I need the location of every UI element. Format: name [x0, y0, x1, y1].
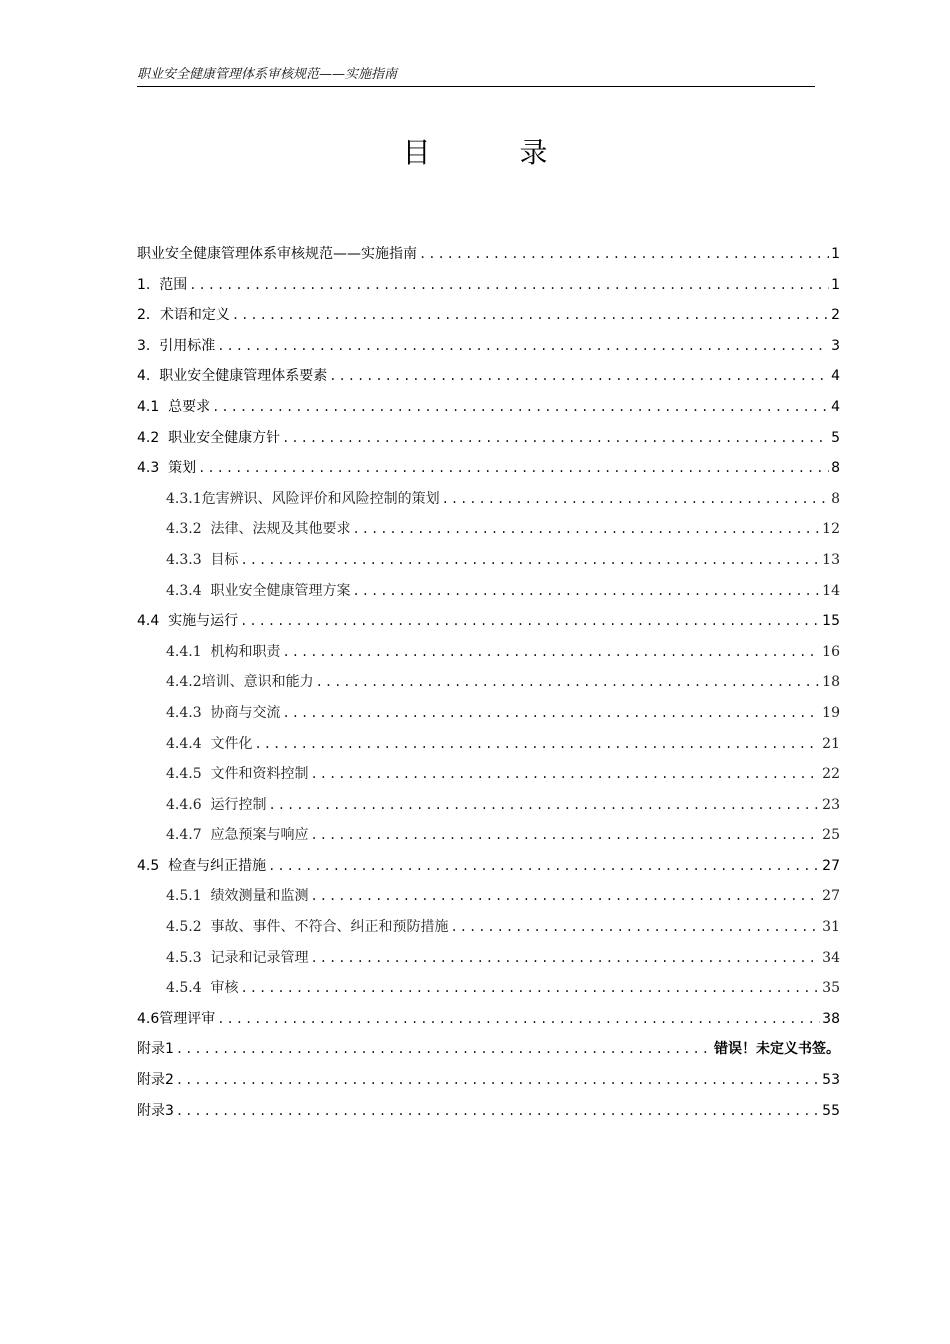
toc-dot-leader [176, 1099, 820, 1123]
toc-dot-leader [189, 273, 829, 297]
toc-entry[interactable] [137, 548, 840, 579]
running-header [137, 66, 815, 87]
toc-entry[interactable] [137, 946, 840, 977]
toc-dot-leader [255, 732, 821, 756]
toc-entry-page: 27 [822, 888, 840, 905]
toc-entry-page: 22 [822, 766, 840, 783]
toc-dot-leader [353, 579, 821, 603]
toc-entry[interactable] [137, 487, 840, 518]
toc-dot-leader [311, 823, 821, 847]
toc-entry[interactable] [137, 395, 840, 426]
toc-entry-label: 2．术语和定义 [137, 307, 230, 324]
toc-entry[interactable] [137, 1007, 840, 1038]
toc-dot-leader [316, 670, 821, 694]
toc-entry-label: 4.3.4 职业安全健康管理方案 [166, 582, 351, 599]
toc-entry-label: 4.1 总要求 [137, 398, 211, 415]
toc-dot-leader [176, 1037, 712, 1061]
toc-dot-leader [268, 854, 820, 878]
toc-entry-label: 3. 引用标准 [137, 337, 216, 354]
toc-entry-page: 13 [822, 551, 840, 568]
toc-entry-page: 2 [831, 307, 840, 324]
toc-dot-leader [241, 548, 821, 572]
toc-entry-page: 16 [822, 643, 840, 660]
toc-dot-leader [269, 793, 821, 817]
toc-dot-leader [176, 1068, 820, 1092]
toc-dot-leader [198, 456, 829, 480]
toc-dot-leader [311, 884, 821, 908]
toc-entry-label: 1. 范围 [137, 276, 188, 293]
toc-entry[interactable] [137, 823, 840, 854]
toc-entry-page: 21 [822, 735, 840, 752]
toc-entry-page: 31 [822, 919, 840, 936]
toc-dot-leader [311, 762, 821, 786]
toc-dot-leader [232, 303, 829, 327]
toc-entry-label: 4.5.3 记录和记录管理 [166, 949, 309, 966]
toc-entry-label: 4.5.2 事故、事件、不符合、纠正和预防措施 [166, 919, 449, 936]
toc-entry[interactable] [137, 242, 840, 273]
toc-entry-label: 4.3.3 目标 [166, 551, 239, 568]
toc-dot-leader [212, 395, 829, 419]
toc-entry-page: 53 [822, 1072, 840, 1089]
toc-entry-label: 4.4.4 文件化 [166, 735, 253, 752]
toc-entry[interactable] [137, 609, 840, 640]
toc-dot-leader [353, 517, 821, 541]
toc-entry-page: 18 [822, 674, 840, 691]
toc-dot-leader [241, 976, 821, 1000]
toc-entry-label: 附录3 [137, 1102, 174, 1119]
toc-entry-label: 4.4.1 机构和职责 [166, 643, 281, 660]
toc-entry-page: 4 [831, 368, 840, 385]
toc-entry[interactable] [137, 701, 840, 732]
toc-entry-page-error: 错误！未定义书签。 [714, 1041, 840, 1058]
toc-entry-label: 附录1 [137, 1041, 174, 1058]
toc-entry-page: 1 [831, 246, 840, 262]
toc-dot-leader [217, 1007, 820, 1031]
toc-entry[interactable] [137, 273, 840, 304]
toc-entry-page: 8 [831, 490, 840, 507]
toc-entry[interactable] [137, 426, 840, 457]
toc-entry-page: 3 [831, 337, 840, 354]
toc-entry[interactable] [137, 854, 840, 885]
toc-dot-leader [442, 487, 829, 511]
toc-dot-leader [311, 946, 821, 970]
toc-entry-label: 4.5.1 绩效测量和监测 [166, 888, 309, 905]
table-of-contents [137, 242, 840, 1129]
toc-dot-leader [283, 640, 821, 664]
toc-entry-page: 19 [822, 704, 840, 721]
toc-entry-page: 14 [822, 582, 840, 599]
toc-entry-label: 4.5 检查与纠正措施 [137, 857, 267, 874]
toc-entry-page: 55 [822, 1102, 840, 1119]
toc-entry[interactable] [137, 793, 840, 824]
toc-entry[interactable] [137, 517, 840, 548]
toc-entry-label: 4. 职业安全健康管理体系要素 [137, 368, 328, 385]
toc-entry-label: 4.4.6 运行控制 [166, 796, 267, 813]
toc-entry-label: 4.5.4 审核 [166, 980, 239, 997]
toc-entry[interactable] [137, 1037, 840, 1068]
toc-entry[interactable] [137, 1068, 840, 1099]
toc-dot-leader [419, 242, 829, 266]
toc-entry-label: 附录2 [137, 1072, 174, 1089]
toc-entry[interactable] [137, 456, 840, 487]
toc-entry-page: 4 [831, 398, 840, 415]
toc-dot-leader [451, 915, 821, 939]
toc-dot-leader [329, 364, 829, 388]
toc-entry[interactable] [137, 884, 840, 915]
running-header-text: 职业安全健康管理体系审核规范——实施指南 [137, 67, 398, 82]
toc-entry[interactable] [137, 732, 840, 763]
toc-entry-label: 4.3.2 法律、法规及其他要求 [166, 521, 351, 538]
toc-entry-page: 35 [822, 980, 840, 997]
toc-entry-page: 23 [822, 796, 840, 813]
toc-entry-page: 15 [822, 613, 840, 630]
toc-entry-page: 1 [831, 276, 840, 293]
toc-entry-label: 4.4.7 应急预案与响应 [166, 827, 309, 844]
toc-dot-leader [283, 701, 821, 725]
toc-entry[interactable] [137, 364, 840, 395]
toc-entry-label: 4.4 实施与运行 [137, 613, 239, 630]
toc-entry[interactable] [137, 640, 840, 671]
toc-entry[interactable] [137, 303, 840, 334]
toc-dot-leader [282, 426, 829, 450]
toc-entry-label: 4.4.5 文件和资料控制 [166, 766, 309, 783]
toc-entry[interactable] [137, 915, 840, 946]
toc-entry[interactable] [137, 762, 840, 793]
toc-entry-page: 27 [822, 857, 840, 874]
toc-entry-page: 38 [822, 1010, 840, 1027]
toc-entry[interactable] [137, 579, 840, 610]
toc-dot-leader [217, 334, 829, 358]
toc-entry-label: 4.4.3 协商与交流 [166, 704, 281, 721]
toc-entry-label: 4.2 职业安全健康方针 [137, 429, 281, 446]
toc-entry-page: 8 [831, 460, 840, 477]
toc-entry[interactable] [137, 976, 840, 1007]
toc-entry-page: 12 [822, 521, 840, 538]
toc-entry-label: 4.6管理评审 [137, 1010, 216, 1027]
toc-entry-label: 职业安全健康管理体系审核规范——实施指南 [137, 246, 417, 262]
toc-entry[interactable] [137, 670, 840, 701]
toc-entry-label: 4.3 策划 [137, 460, 197, 477]
toc-entry-page: 34 [822, 949, 840, 966]
toc-entry-page: 25 [822, 827, 840, 844]
toc-entry[interactable] [137, 1099, 840, 1130]
toc-entry-page: 5 [831, 429, 840, 446]
page-title: 目 录 [402, 136, 588, 169]
toc-entry[interactable] [137, 334, 840, 365]
toc-entry-label: 4.3.1危害辨识、风险评价和风险控制的策划 [166, 490, 440, 507]
toc-entry-label: 4.4.2培训、意识和能力 [166, 674, 314, 691]
toc-dot-leader [240, 609, 820, 633]
